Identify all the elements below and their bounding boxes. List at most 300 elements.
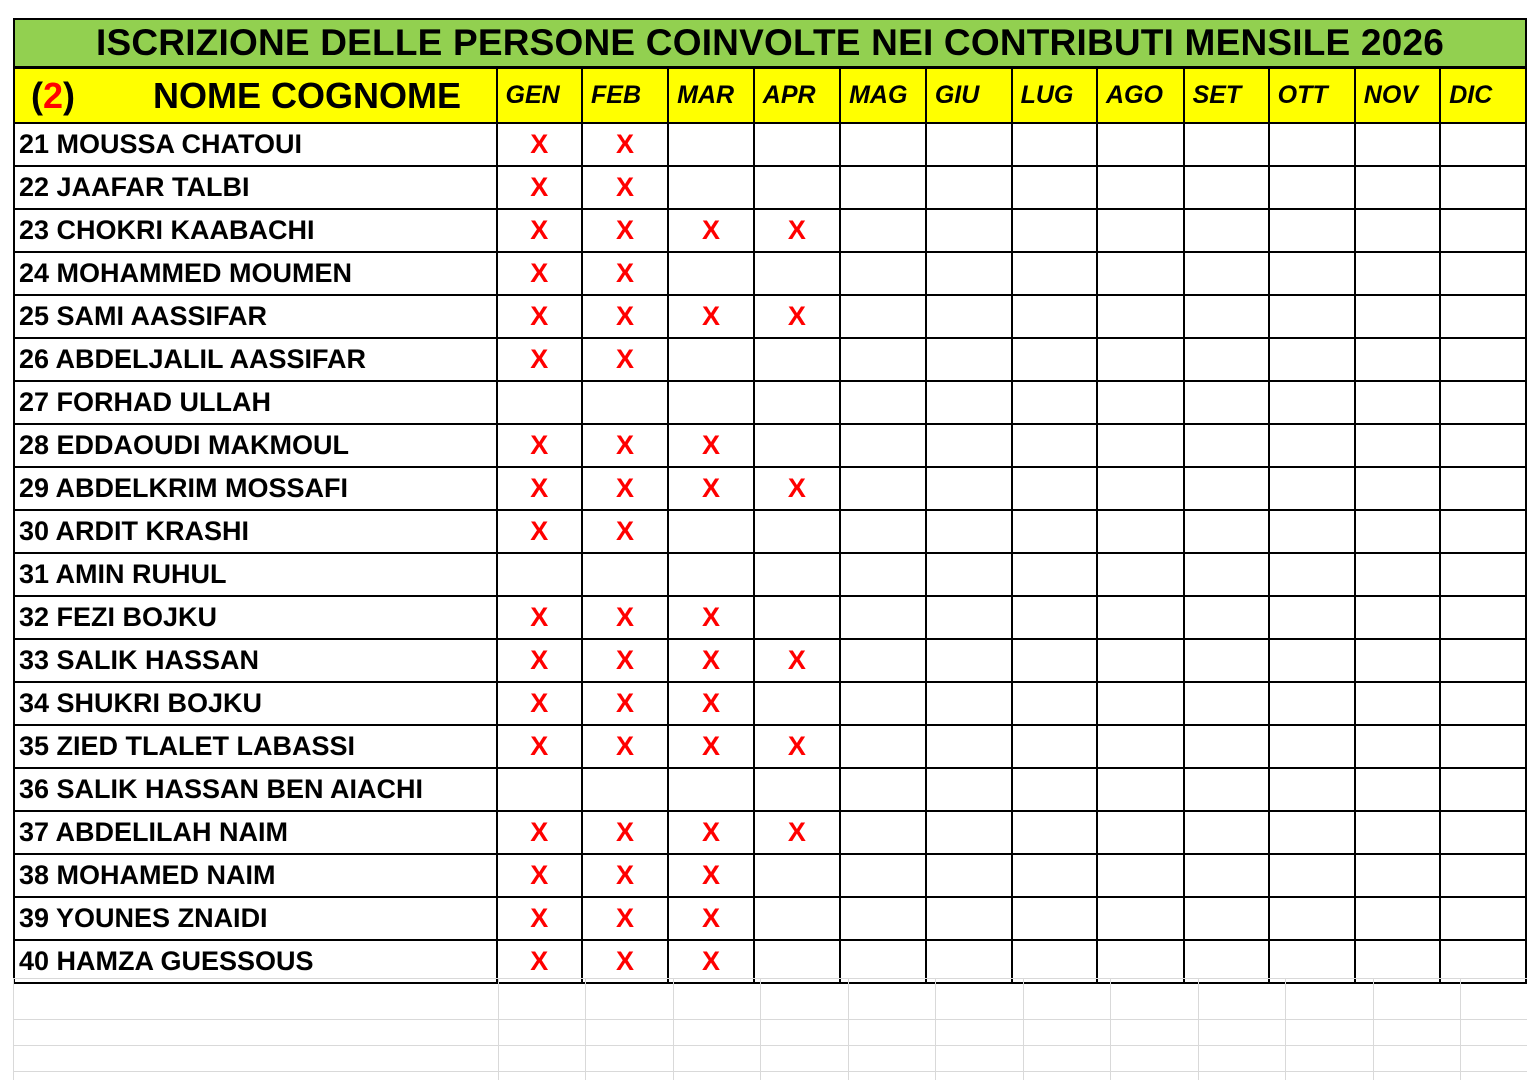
month-cell[interactable] — [1269, 639, 1355, 682]
month-cell[interactable]: X — [497, 811, 582, 854]
month-cell[interactable] — [840, 467, 926, 510]
month-cell[interactable] — [1097, 811, 1184, 854]
month-cell[interactable]: X — [497, 252, 582, 295]
month-cell[interactable] — [840, 682, 926, 725]
name-column-label: NOME COGNOME — [153, 74, 462, 116]
month-cell[interactable]: X — [497, 596, 582, 639]
table-row — [14, 854, 1526, 897]
month-cell[interactable] — [1097, 295, 1184, 338]
group-number: 2 — [43, 74, 64, 116]
table-row — [14, 682, 1526, 725]
month-cell[interactable] — [497, 768, 582, 811]
month-cell[interactable]: X — [497, 123, 582, 166]
month-header-gen[interactable]: GEN — [497, 68, 582, 123]
month-cell[interactable]: X — [668, 639, 754, 682]
month-cell[interactable]: X — [582, 897, 668, 940]
month-cell[interactable] — [1097, 553, 1184, 596]
gridline — [1198, 978, 1199, 1080]
month-cell[interactable] — [1440, 682, 1526, 725]
month-cell[interactable] — [1012, 897, 1097, 940]
month-cell[interactable] — [926, 467, 1012, 510]
month-cell[interactable]: X — [497, 897, 582, 940]
month-header-nov[interactable]: NOV — [1355, 68, 1440, 123]
month-cell[interactable] — [754, 682, 840, 725]
gridline — [13, 1071, 1527, 1072]
month-cell[interactable] — [1184, 596, 1269, 639]
month-cell[interactable] — [1184, 381, 1269, 424]
table-row — [14, 338, 1526, 381]
month-cell[interactable]: X — [668, 424, 754, 467]
table-row — [14, 252, 1526, 295]
month-cell[interactable] — [840, 295, 926, 338]
month-cell[interactable] — [926, 123, 1012, 166]
gridline — [935, 978, 936, 1080]
month-cell[interactable] — [1440, 854, 1526, 897]
month-cell[interactable] — [668, 553, 754, 596]
month-cell[interactable]: X — [582, 682, 668, 725]
month-cell[interactable] — [1440, 123, 1526, 166]
month-cell[interactable] — [1269, 381, 1355, 424]
month-cell[interactable] — [1269, 252, 1355, 295]
month-cell[interactable] — [840, 768, 926, 811]
month-cell[interactable] — [1269, 768, 1355, 811]
month-cell[interactable] — [754, 940, 840, 983]
person-name-cell[interactable]: 37 ABDELILAH NAIM — [14, 811, 497, 854]
month-cell[interactable] — [754, 553, 840, 596]
month-cell[interactable] — [1440, 338, 1526, 381]
month-cell[interactable] — [1097, 424, 1184, 467]
month-cell[interactable]: X — [497, 682, 582, 725]
month-cell[interactable] — [1012, 123, 1097, 166]
month-cell[interactable]: X — [668, 467, 754, 510]
month-cell[interactable] — [1012, 596, 1097, 639]
month-cell[interactable] — [582, 768, 668, 811]
month-cell[interactable] — [1269, 467, 1355, 510]
month-cell[interactable] — [1012, 467, 1097, 510]
month-cell[interactable]: X — [754, 467, 840, 510]
month-header-giu[interactable]: GIU — [926, 68, 1012, 123]
header-row — [14, 68, 1526, 123]
month-cell[interactable] — [582, 381, 668, 424]
month-cell[interactable]: X — [668, 682, 754, 725]
month-cell[interactable] — [1184, 424, 1269, 467]
month-cell[interactable] — [668, 166, 754, 209]
month-cell[interactable] — [1269, 596, 1355, 639]
month-cell[interactable] — [1355, 252, 1440, 295]
month-cell[interactable] — [1355, 166, 1440, 209]
month-header-feb[interactable]: FEB — [582, 68, 668, 123]
month-cell[interactable] — [1269, 897, 1355, 940]
month-cell[interactable] — [1440, 897, 1526, 940]
month-cell[interactable] — [1355, 295, 1440, 338]
month-cell[interactable] — [926, 338, 1012, 381]
month-cell[interactable] — [668, 510, 754, 553]
gridline — [13, 1045, 1527, 1046]
person-name-cell[interactable]: 32 FEZI BOJKU — [14, 596, 497, 639]
person-name-cell[interactable]: 25 SAMI AASSIFAR — [14, 295, 497, 338]
month-cell[interactable]: X — [754, 811, 840, 854]
month-cell[interactable] — [1440, 209, 1526, 252]
name-column-header[interactable] — [14, 68, 497, 123]
month-cell[interactable] — [1355, 467, 1440, 510]
month-cell[interactable] — [840, 424, 926, 467]
month-cell[interactable] — [1012, 381, 1097, 424]
month-cell[interactable] — [1440, 596, 1526, 639]
month-cell[interactable] — [1012, 510, 1097, 553]
month-cell[interactable] — [1012, 166, 1097, 209]
month-cell[interactable] — [1184, 209, 1269, 252]
table-row — [14, 940, 1526, 983]
month-cell[interactable] — [1269, 854, 1355, 897]
month-cell[interactable] — [668, 338, 754, 381]
person-name-cell[interactable]: 40 HAMZA GUESSOUS — [14, 940, 497, 983]
month-cell[interactable] — [1184, 295, 1269, 338]
table-row — [14, 897, 1526, 940]
month-cell[interactable] — [1269, 682, 1355, 725]
month-cell[interactable] — [754, 252, 840, 295]
month-cell[interactable] — [1097, 381, 1184, 424]
month-cell[interactable] — [1440, 768, 1526, 811]
month-header-mag[interactable]: MAG — [840, 68, 926, 123]
month-cell[interactable] — [1012, 725, 1097, 768]
month-cell[interactable] — [668, 123, 754, 166]
month-cell[interactable] — [840, 854, 926, 897]
person-name-cell[interactable]: 21 MOUSSA CHATOUI — [14, 123, 497, 166]
month-cell[interactable] — [1012, 854, 1097, 897]
empty-cells-area[interactable] — [13, 978, 1527, 1080]
month-cell[interactable] — [1355, 424, 1440, 467]
month-cell[interactable]: X — [754, 209, 840, 252]
month-cell[interactable] — [1440, 553, 1526, 596]
month-cell[interactable]: X — [754, 725, 840, 768]
month-cell[interactable] — [1097, 940, 1184, 983]
month-cell[interactable] — [1184, 940, 1269, 983]
month-cell[interactable] — [754, 854, 840, 897]
month-cell[interactable] — [1097, 897, 1184, 940]
month-cell[interactable] — [1184, 467, 1269, 510]
month-cell[interactable] — [1012, 940, 1097, 983]
month-cell[interactable] — [1355, 811, 1440, 854]
month-cell[interactable]: X — [582, 510, 668, 553]
month-cell[interactable] — [1269, 209, 1355, 252]
month-cell[interactable]: X — [668, 209, 754, 252]
month-cell[interactable]: X — [497, 725, 582, 768]
month-cell[interactable] — [754, 166, 840, 209]
month-cell[interactable] — [1184, 553, 1269, 596]
month-cell[interactable] — [1355, 510, 1440, 553]
month-cell[interactable]: X — [497, 854, 582, 897]
month-cell[interactable] — [840, 381, 926, 424]
month-cell[interactable] — [1355, 897, 1440, 940]
month-cell[interactable]: X — [668, 854, 754, 897]
month-header-apr[interactable]: APR — [754, 68, 840, 123]
month-cell[interactable] — [840, 510, 926, 553]
month-cell[interactable] — [1440, 295, 1526, 338]
month-cell[interactable] — [926, 596, 1012, 639]
table-row — [14, 209, 1526, 252]
month-cell[interactable] — [840, 940, 926, 983]
month-header-dic[interactable]: DIC — [1440, 68, 1526, 123]
person-name-cell[interactable]: 33 SALIK HASSAN — [14, 639, 497, 682]
month-cell[interactable] — [926, 940, 1012, 983]
month-cell[interactable] — [926, 209, 1012, 252]
month-cell[interactable]: X — [754, 639, 840, 682]
month-cell[interactable] — [1440, 940, 1526, 983]
month-cell[interactable]: X — [582, 123, 668, 166]
month-cell[interactable] — [926, 252, 1012, 295]
gridline — [1110, 978, 1111, 1080]
month-cell[interactable] — [840, 209, 926, 252]
month-header-mar[interactable]: MAR — [668, 68, 754, 123]
month-cell[interactable] — [1184, 338, 1269, 381]
month-cell[interactable]: X — [582, 811, 668, 854]
month-cell[interactable] — [754, 424, 840, 467]
month-cell[interactable] — [1440, 467, 1526, 510]
month-cell[interactable] — [1440, 424, 1526, 467]
month-cell[interactable] — [1097, 682, 1184, 725]
month-cell[interactable] — [1097, 725, 1184, 768]
month-cell[interactable] — [1012, 424, 1097, 467]
month-cell[interactable] — [1184, 682, 1269, 725]
month-cell[interactable] — [1269, 338, 1355, 381]
month-cell[interactable] — [1440, 510, 1526, 553]
month-cell[interactable] — [1269, 725, 1355, 768]
month-cell[interactable]: X — [582, 467, 668, 510]
month-cell[interactable] — [1355, 639, 1440, 682]
gridline — [1460, 978, 1461, 1080]
month-cell[interactable]: X — [497, 639, 582, 682]
month-cell[interactable] — [1355, 553, 1440, 596]
month-cell[interactable] — [1012, 553, 1097, 596]
month-cell[interactable] — [1012, 768, 1097, 811]
month-cell[interactable] — [582, 553, 668, 596]
month-cell[interactable] — [1269, 123, 1355, 166]
table-row — [14, 295, 1526, 338]
month-cell[interactable] — [1184, 897, 1269, 940]
month-cell[interactable] — [926, 768, 1012, 811]
month-cell[interactable] — [1097, 252, 1184, 295]
month-cell[interactable] — [1269, 510, 1355, 553]
month-cell[interactable]: X — [497, 424, 582, 467]
month-cell[interactable] — [1097, 338, 1184, 381]
month-cell[interactable]: X — [497, 467, 582, 510]
month-cell[interactable] — [754, 123, 840, 166]
month-cell[interactable]: X — [582, 940, 668, 983]
month-cell[interactable] — [1269, 811, 1355, 854]
month-cell[interactable] — [1184, 252, 1269, 295]
month-cell[interactable]: X — [668, 897, 754, 940]
gridline — [13, 978, 1527, 979]
month-cell[interactable] — [840, 252, 926, 295]
sheet-title[interactable]: ISCRIZIONE DELLE PERSONE COINVOLTE NEI CONTRIBUTI MENSILE 2026 — [13, 18, 1527, 68]
month-cell[interactable] — [840, 596, 926, 639]
month-cell[interactable]: X — [497, 295, 582, 338]
month-cell[interactable]: X — [497, 166, 582, 209]
month-cell[interactable] — [1012, 682, 1097, 725]
month-cell[interactable] — [1269, 166, 1355, 209]
month-cell[interactable]: X — [668, 596, 754, 639]
person-name-cell[interactable]: 26 ABDELJALIL AASSIFAR — [14, 338, 497, 381]
month-cell[interactable]: X — [582, 424, 668, 467]
month-cell[interactable] — [668, 252, 754, 295]
gridline — [13, 978, 14, 1080]
month-cell[interactable] — [926, 639, 1012, 682]
month-cell[interactable] — [926, 295, 1012, 338]
month-cell[interactable]: X — [497, 209, 582, 252]
month-cell[interactable] — [1097, 639, 1184, 682]
month-cell[interactable] — [1355, 209, 1440, 252]
month-header-ago[interactable]: AGO — [1097, 68, 1184, 123]
person-name-cell[interactable]: 28 EDDAOUDI MAKMOUL — [14, 424, 497, 467]
month-cell[interactable] — [926, 553, 1012, 596]
month-cell[interactable] — [1440, 725, 1526, 768]
person-name-cell[interactable]: 29 ABDELKRIM MOSSAFI — [14, 467, 497, 510]
month-cell[interactable] — [1012, 209, 1097, 252]
person-name-cell[interactable]: 36 SALIK HASSAN BEN AIACHI — [14, 768, 497, 811]
month-cell[interactable] — [1184, 854, 1269, 897]
month-cell[interactable]: X — [582, 854, 668, 897]
month-cell[interactable]: X — [582, 295, 668, 338]
month-cell[interactable] — [754, 381, 840, 424]
month-cell[interactable] — [1012, 295, 1097, 338]
table-row — [14, 725, 1526, 768]
month-cell[interactable] — [754, 510, 840, 553]
month-cell[interactable] — [1355, 123, 1440, 166]
table-row — [14, 166, 1526, 209]
month-cell[interactable] — [1440, 811, 1526, 854]
month-cell[interactable] — [497, 553, 582, 596]
person-name-cell[interactable]: 34 SHUKRI BOJKU — [14, 682, 497, 725]
month-cell[interactable]: X — [497, 510, 582, 553]
month-cell[interactable]: X — [668, 940, 754, 983]
person-name-cell[interactable]: 38 MOHAMED NAIM — [14, 854, 497, 897]
month-cell[interactable]: X — [497, 940, 582, 983]
month-cell[interactable]: X — [582, 725, 668, 768]
table-row — [14, 467, 1526, 510]
month-cell[interactable] — [840, 725, 926, 768]
month-cell[interactable] — [1355, 768, 1440, 811]
month-header-lug[interactable]: LUG — [1012, 68, 1097, 123]
month-cell[interactable] — [840, 123, 926, 166]
month-cell[interactable] — [926, 166, 1012, 209]
person-name-cell[interactable]: 30 ARDIT KRASHI — [14, 510, 497, 553]
month-cell[interactable] — [1440, 639, 1526, 682]
month-cell[interactable]: X — [582, 166, 668, 209]
month-cell[interactable] — [1097, 596, 1184, 639]
month-cell[interactable] — [668, 768, 754, 811]
month-cell[interactable] — [668, 381, 754, 424]
month-cell[interactable]: X — [582, 639, 668, 682]
person-name-cell[interactable]: 39 YOUNES ZNAIDI — [14, 897, 497, 940]
month-cell[interactable] — [1097, 510, 1184, 553]
month-cell[interactable] — [1269, 553, 1355, 596]
month-cell[interactable] — [840, 166, 926, 209]
month-header-ott[interactable]: OTT — [1269, 68, 1355, 123]
month-cell[interactable]: X — [668, 725, 754, 768]
month-cell[interactable] — [1440, 252, 1526, 295]
month-cell[interactable] — [1355, 338, 1440, 381]
month-cell[interactable] — [1184, 768, 1269, 811]
month-cell[interactable] — [1355, 854, 1440, 897]
month-cell[interactable] — [1440, 381, 1526, 424]
month-cell[interactable] — [1355, 682, 1440, 725]
month-header-set[interactable]: SET — [1184, 68, 1269, 123]
month-cell[interactable] — [1097, 209, 1184, 252]
month-cell[interactable] — [926, 854, 1012, 897]
person-name-cell[interactable]: 27 FORHAD ULLAH — [14, 381, 497, 424]
month-cell[interactable] — [1097, 166, 1184, 209]
month-cell[interactable] — [1097, 123, 1184, 166]
month-cell[interactable] — [1184, 811, 1269, 854]
person-name-cell[interactable]: 22 JAAFAR TALBI — [14, 166, 497, 209]
month-cell[interactable] — [1184, 166, 1269, 209]
month-cell[interactable] — [1355, 940, 1440, 983]
person-name-cell[interactable]: 23 CHOKRI KAABACHI — [14, 209, 497, 252]
month-cell[interactable] — [840, 639, 926, 682]
gridline — [848, 978, 849, 1080]
month-cell[interactable] — [926, 725, 1012, 768]
month-cell[interactable] — [1097, 854, 1184, 897]
month-cell[interactable] — [1269, 940, 1355, 983]
month-cell[interactable] — [1097, 768, 1184, 811]
month-cell[interactable] — [1355, 725, 1440, 768]
gridline — [1285, 978, 1286, 1080]
month-cell[interactable] — [1184, 123, 1269, 166]
month-cell[interactable] — [1012, 639, 1097, 682]
month-cell[interactable] — [840, 553, 926, 596]
month-cell[interactable] — [1012, 811, 1097, 854]
month-cell[interactable] — [1097, 467, 1184, 510]
month-cell[interactable]: X — [668, 295, 754, 338]
month-cell[interactable] — [926, 510, 1012, 553]
month-cell[interactable] — [1012, 338, 1097, 381]
month-cell[interactable] — [754, 768, 840, 811]
month-cell[interactable] — [1269, 424, 1355, 467]
month-cell[interactable] — [1269, 295, 1355, 338]
month-cell[interactable]: X — [582, 252, 668, 295]
month-cell[interactable]: X — [582, 338, 668, 381]
person-name-cell[interactable]: 31 AMIN RUHUL — [14, 553, 497, 596]
month-cell[interactable] — [840, 338, 926, 381]
month-cell[interactable] — [754, 897, 840, 940]
month-cell[interactable]: X — [668, 811, 754, 854]
month-cell[interactable] — [1184, 510, 1269, 553]
month-cell[interactable] — [754, 338, 840, 381]
month-cell[interactable] — [840, 811, 926, 854]
month-cell[interactable] — [926, 682, 1012, 725]
month-cell[interactable]: X — [497, 338, 582, 381]
month-cell[interactable]: X — [582, 596, 668, 639]
month-cell[interactable] — [1184, 725, 1269, 768]
person-name-cell[interactable]: 35 ZIED TLALET LABASSI — [14, 725, 497, 768]
month-cell[interactable] — [1184, 639, 1269, 682]
month-cell[interactable] — [926, 424, 1012, 467]
table-row — [14, 123, 1526, 166]
month-cell[interactable] — [926, 811, 1012, 854]
month-cell[interactable] — [926, 897, 1012, 940]
month-cell[interactable] — [1440, 166, 1526, 209]
month-cell[interactable] — [1355, 596, 1440, 639]
month-cell[interactable]: X — [754, 295, 840, 338]
month-cell[interactable] — [926, 381, 1012, 424]
person-name-cell[interactable]: 24 MOHAMMED MOUMEN — [14, 252, 497, 295]
month-cell[interactable] — [754, 596, 840, 639]
month-cell[interactable] — [497, 381, 582, 424]
month-cell[interactable]: X — [582, 209, 668, 252]
month-cell[interactable] — [840, 897, 926, 940]
month-cell[interactable] — [1012, 252, 1097, 295]
month-cell[interactable] — [1355, 381, 1440, 424]
